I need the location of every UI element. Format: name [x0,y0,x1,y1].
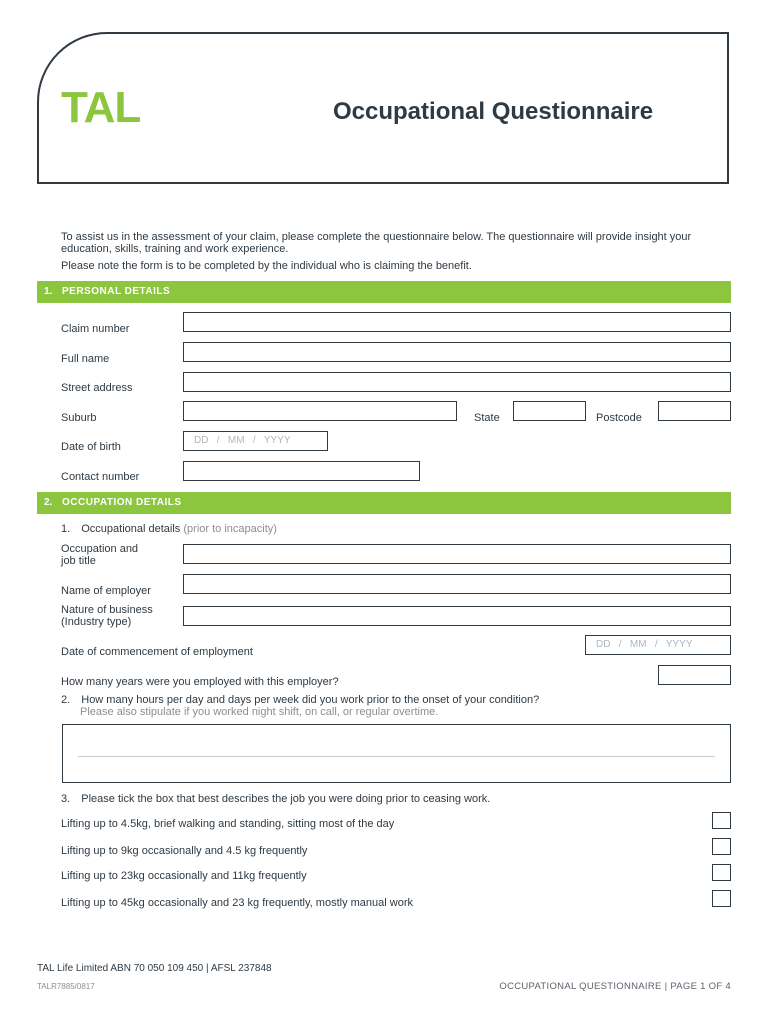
option-checkbox-3[interactable] [712,864,731,881]
postcode-field[interactable] [658,401,731,421]
business-label [61,604,153,628]
commencement-placeholder: DD / MM / YYYY [596,639,693,650]
textarea-rule [78,756,715,757]
section-number: 1. [44,286,53,297]
section-number: 2. [44,497,53,508]
business-field[interactable] [183,606,731,626]
years-employed-label: How many years were you employed with this employer? [61,676,339,688]
claim-number-label: Claim number [61,323,130,335]
postcode-label: Postcode [596,412,642,424]
hours-textarea[interactable] [62,724,731,783]
suburb-field[interactable] [183,401,457,421]
commencement-date-field[interactable] [585,635,731,655]
section-occupation-details-header [37,492,731,514]
suburb-label: Suburb [61,412,97,424]
business-label-line1: Nature of business [61,604,153,616]
section-personal-details-header [37,281,731,303]
occupation-label-line2: job title [61,555,96,567]
footer-code: TALR7885/0817 [37,982,95,991]
contact-number-field[interactable] [183,461,420,481]
state-label: State [474,412,500,424]
intro-text: To assist us in the assessment of your claim, please complete the questionnaire below. The questionnaire will provide insight your education, skills, training and work experience. [61,231,692,255]
full-name-field[interactable] [183,342,731,362]
question-text: Occupational details [81,523,181,535]
question-3 [61,793,490,805]
option-checkbox-1[interactable] [712,812,731,829]
option-checkbox-2[interactable] [712,838,731,855]
option-checkbox-4[interactable] [712,890,731,907]
claim-number-field[interactable] [183,312,731,332]
dob-field[interactable] [183,431,328,451]
question-number: 3. [61,793,71,805]
page-title: Occupational Questionnaire [333,98,654,125]
business-label-line2: (Industry type) [61,616,132,628]
employer-field[interactable] [183,574,731,594]
footer-page-info: OCCUPATIONAL QUESTIONNAIRE | PAGE 1 OF 4 [499,981,731,992]
intro-note: Please note the form is to be completed by the individual who is claiming the benefit. [61,260,472,272]
occupation-field[interactable] [183,544,731,564]
question-2-hint: Please also stipulate if you worked night shift, on call, or regular overtime. [80,706,439,718]
tal-logo: TAL [61,83,141,132]
option-label: Lifting up to 4.5kg, brief walking and standing, sitting most of the day [61,818,395,830]
question-text: How many hours per day and days per week did you work prior to the onset of your condition? [81,694,540,706]
dob-label: Date of birth [61,441,121,453]
option-label: Lifting up to 45kg occasionally and 23 kg frequently, mostly manual work [61,897,413,909]
employer-label: Name of employer [61,585,151,597]
years-employed-field[interactable] [658,665,731,685]
street-address-label: Street address [61,382,133,394]
option-label: Lifting up to 9kg occasionally and 4.5 kg frequently [61,845,308,857]
full-name-label: Full name [61,353,110,365]
commencement-label: Date of commencement of employment [61,646,253,658]
state-field[interactable] [513,401,586,421]
question-number: 2. [61,694,71,706]
street-address-field[interactable] [183,372,731,392]
footer-company: TAL Life Limited ABN 70 050 109 450 | AFSL 237848 [37,963,272,974]
option-label: Lifting up to 23kg occasionally and 11kg frequently [61,870,307,882]
question-2 [61,694,539,706]
contact-number-label: Contact number [61,471,140,483]
dob-placeholder: DD / MM / YYYY [194,435,291,446]
occupation-label [61,543,138,567]
section-title: OCCUPATION DETAILS [62,497,182,508]
question-1 [61,523,277,535]
question-hint: (prior to incapacity) [183,523,277,535]
section-title: PERSONAL DETAILS [62,286,171,297]
question-text: Please tick the box that best describes the job you were doing prior to ceasing work. [81,793,491,805]
occupation-label-line1: Occupation and [61,543,139,555]
question-number: 1. [61,523,71,535]
